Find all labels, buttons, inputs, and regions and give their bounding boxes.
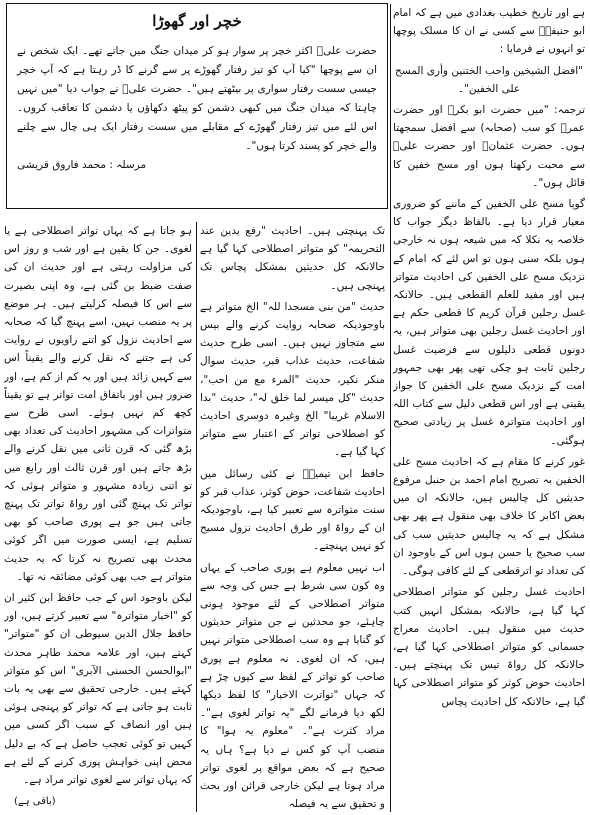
paragraph: گویا مسح علی الخفین کے ماننے کو ضروری معیار قرار دیا ہے۔ بالفاظ دیگر جواب کا خلاصہ یہ نکلا کہ میں شیعہ ہوں نہ خارجی ہوں بلکہ سنی ہوں تو اس لئے کہ امام کے نزدیک مسح علی الخفین کی احادیث متواتر ہیں اور مفید للعلم القطعی ہیں۔ حالانکہ غسل رجلین قرآن کریم کا قطعی حکم ہے اور احادیث غسل رجلین بھی متواتر ہیں، یہ دونوں قطعی دلیلوں سے فرضیت غسل رجلین ثابت ہو چکی تھی پھر بھی جمہور امت کے نزدیک مسح علی الخفین کا جواز یقینی ہے اور اس قطعی دلیل سے کتاب اللہ اور احادیث متواترہ غسل پر زیادتی صحیح ہوگئی۔ bbox=[393, 198, 585, 447]
arabic-quote: "افضل الشیخین واحب الختنین وأری المسح علی الخفین"۔ bbox=[395, 64, 583, 95]
paragraph: غور کرنے کا مقام ہے کہ احادیث مسح علی الخفین بہ تصریح امام احمد بن حنبل مرفوع حدیثیں کل چالیس ہیں، حالانکہ ان میں بعض اکابر کا خلاف بھی منقول ہے پھر بھی مشکل ہے کہ یہ چالیس حدیثیں سب کی سب صحیح یا حسن ہوں اس کے باوجود ان کی تعداد تو اترقطعی کے لئے کافی ہوگی۔ bbox=[393, 455, 585, 578]
translation-paragraph: ترجمہ: "میں حضرت ابو بکرؓ اور حضرت عمرؓ کو سب (صحابہ) سے افضل سمجھتا ہوں۔ حضرت عثمانؓ اور حضرت علیؓ سے محبت رکھتا ہوں اور مسح خفین کا قائل ہوں"۔ bbox=[393, 104, 585, 189]
right-column bbox=[393, 4, 585, 812]
paragraph: ہے اور تاریخ خطیب بغدادی میں ہے کہ امام ابو حنیفہؒ سے کسی نے ان کا مسلک پوچھا تو انہوں نے فرمایا : bbox=[393, 7, 585, 56]
paragraph: لیکن باوجود اس کے جب حافظ ابن کثیر ان کو "اخبار متواترہ" سے تعبیر کرتے ہیں، اور حافظ جلال الدین سیوطی ان کو "متواتر" کہتے ہیں، اور علامہ محمد طاہر محدث "ابوالحسن الحسنی الآبری" اس کو متواتر کہتے ہیں۔ خارجی تحقیق سے بھی یہ بات ثابت ہو جاتی ہے کہ تواتر کو پہنچی ہوئی ہیں اور انصاف کے سبب اگر کسی میں کہیں تو کوئی تعجب حاصل ہے کہ بے دلیل محض اپنی خواہش پوری کرنے کے لئے ہے کہ یہاں تواتر سے لغوی تواتر مراد ہے۔ bbox=[4, 592, 192, 787]
middle-column bbox=[200, 222, 385, 812]
left-column bbox=[4, 222, 192, 812]
continued-mark: (باقی ہے) bbox=[14, 796, 56, 807]
paragraph: احادیث غسل رجلین کو متواتر اصطلاحی کہا گیا ہے، حالانکہ بمشکل انہیں کتب حدیث میں منقول ہیں۔ احادیث معراج جسمانی کو متواتر اصطلاحی کہا گیا ہے، حالانکہ کل رواۃ تیس تک پہنچتے ہیں۔ احادیث حوض کوثر کو متواتر اصطلاحی کہا گیا ہے، حالانکہ کل احادیث پچاس bbox=[393, 586, 585, 708]
paragraph: حافظ ابن تیمیہؒ نے کئی رسائل میں احادیث شفاعت، حوض کوثر، عذاب قبر کو سنت متواترہ سے تعبیر کیا ہے، باوجودیکہ ان کے رواۃ اور طرق احادیث نزول مسیح کو نہیں پہنچتے۔ bbox=[200, 467, 385, 553]
paragraph: ہو جاتا ہے کہ یہاں تواتر اصطلاحی ہے یا لغوی۔ جن کا یقین ہے اور شب و روز اس کی مزاولت رہتی ہے اور حدیث ان کی صفت ضبط بن گئی ہے، وہ اپنی بصیرت سے اس کا فیصلہ کرلیتے ہیں۔ ہر موضع پر یہ منصب نہیں، اسے پہنچ گیا کہ صحابہ سے احادیث نزول کو اتنے راویوں نے روایت کی ہے جتنے کہ نقل کرنے والے یقیناً اس سے کہیں زائد ہیں اور یہ کم از کم ہے، اور ضرور ہیں اور باتفاق امت تواتر ہے تو یقیناً کچھ کم نہیں ہوئے۔ اسی طرح سے متواترات کی مشہور احادیث کی تعداد بھی بڑھ گئی کہ قرن ثانی میں نقل کرنے والے بڑھ جاتے ہیں اور قرن ثالث اور رابع میں تو اتنی زیادہ مشہور و متواتر ہوئی کہ تواتر تک پہنچ گئی اور رواۃ تواتر تک پہنچ جاتی ہیں جو ہے پوری صاحب کو بھی تسلیم ہے، ایسی صورت میں اگر کوئی محدث بھی تصریح نہ کرتا کہ یہ حدیث متواتر ہے جب بھی کوئی مضائقہ نہ تھا۔ bbox=[4, 225, 192, 583]
paragraph: اب نہیں معلوم ہے پوری صاحب کے یہاں وہ کون سی شرط ہے جس کی وجہ سے متواتر اصطلاحی کے لئے موجود ہونی چاہئے، جو محدثین نے جن متواتر حدیثوں کو گنایا ہے وہ سب اصطلاحی متواتر نہیں ہیں، کہ ان لغوی۔ نہ معلوم ہے پوری صاحب کو تواتر کے لفظ سے کیوں چڑ ہے کہ جہاں "تواترت الاخبار" کا لفظ دیکھا لکھ دیا فرمانے لگے "یہ تواتر لغوی ہے"۔ مراد کثرت ہے"۔ "معلوم یہ ہوا" کا منصب آپ کو کس نے دیا ہے؟ ہاں یہ صحیح ہے کہ بعض مواقع پر لغوی تواتر مراد ہوتا ہے لیکن خارجی قرائن اور بحث و تحقیق سے یہ فیصلہ bbox=[200, 561, 385, 811]
box-body bbox=[17, 42, 377, 175]
boxed-article bbox=[6, 3, 388, 209]
column-divider bbox=[390, 4, 391, 812]
column-divider bbox=[196, 222, 197, 812]
paragraph: حدیث "من بنی مسجدا للہ" الخ متواتر ہے باوجودیکہ صحابہ روایت کرنے والے بیس سے متجاوز نہیں ہیں۔ اسی طرح حدیث شفاعت، حدیث عذاب قبر، حدیث سوال منکر نکیر، حدیث "المرء مع من احب"، حدیث "کل میسر لما خلق لہ"، حدیث "بدا الاسلام غریبا" الخ وغیرہ دوسری احادیث کو اصطلاحی تواتر کے اعتبار سے متواتر کہا گیا ہے۔ bbox=[200, 300, 385, 459]
box-signature: مرسلہ : محمد فاروق قریشی bbox=[17, 159, 147, 171]
box-text: حضرت علیؓ اکثر خچر پر سوار ہو کر میدان جنگ میں جاتے تھے۔ ایک شخص نے ان سے پوچھا "کیا آپ کو تیز رفتار گھوڑے پر سے گرنے کا ڈر رہتا ہے کہ آپ خچر جیسی سست رفتار سواری پر بیٹھتے ہیں"۔ حضرت علیؓ نے جواب دیا "میں نہیں چاہتا کہ میدان جنگ میں کبھی دشمن کو پیٹھ دکھاؤں یا دشمن کا تعاقب کروں۔ اس لئے میں تیز رفتار گھوڑے کے مقابلے میں سست رفتار ایک ہی چال سے چلنے والے خچر کو پسند کرتا ہوں"۔ bbox=[17, 45, 377, 152]
box-title: خچر اور گھوڑا bbox=[152, 12, 242, 30]
paragraph: تک پہنچتی ہیں۔ احادیث "رفع یدین عند التحریمہ" کو متواتر اصطلاحی کہا گیا ہے حالانکہ کل حدیثیں بمشکل پچاس تک پہنچی ہیں۔ bbox=[200, 225, 385, 292]
